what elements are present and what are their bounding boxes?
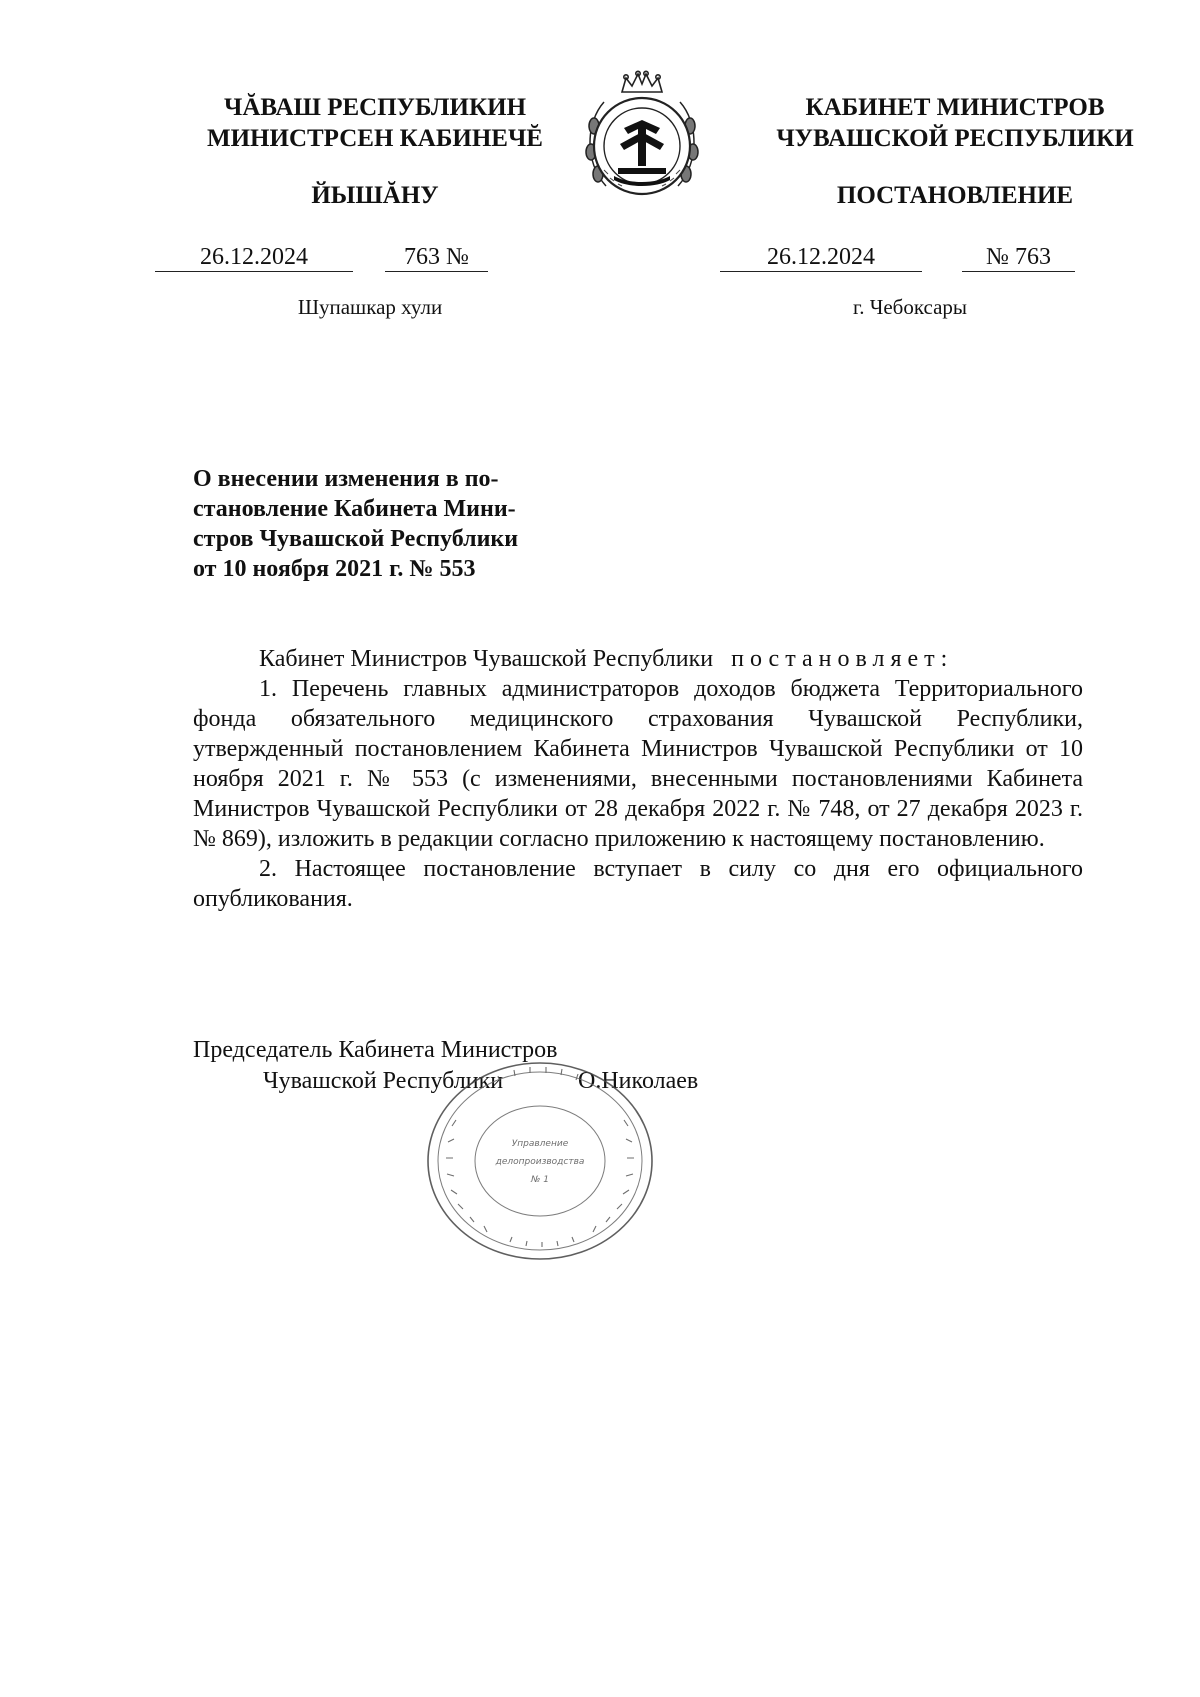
signature-name: О.Николаев (578, 1068, 699, 1094)
signature-title-line2: Чувашской Республики (263, 1068, 504, 1094)
header-right-line2: ЧУВАШСКОЙ РЕСПУБЛИКИ (776, 125, 1134, 152)
svg-text:№ 1: № 1 (531, 1175, 549, 1185)
left-place: Шупашкар хули (297, 295, 443, 319)
document-subject (193, 464, 565, 584)
right-date-field: 26.12.2024 (720, 243, 922, 272)
header-left-doc-type: ЙЫШĂНУ (311, 182, 439, 209)
official-stamp (418, 1056, 663, 1266)
svg-text:Управление: Управление (511, 1139, 569, 1149)
item-2-paragraph: 2. Настоящее постановление вступает в силу со дня его официального опубликования. (193, 856, 1083, 912)
svg-text:делопроизводства: делопроизводства (495, 1157, 585, 1167)
intro-lead: Кабинет Министров Чувашской Республики (259, 646, 714, 672)
signature-title-line1: Председатель Кабинета Министров (193, 1037, 558, 1063)
intro-paragraph (193, 644, 1083, 674)
header-left-line1: ЧĂВАШ РЕСПУБЛИКИН (223, 94, 527, 121)
subject-line-4: от 10 ноября 2021 г. № 553 (193, 556, 476, 582)
header-left-line2: МИНИСТРСЕН КАБИНЕЧĔ (207, 125, 543, 152)
intro-verb: постановляет: (731, 646, 954, 672)
header-right-line1: КАБИНЕТ МИНИСТРОВ (805, 94, 1105, 121)
left-date-field: 26.12.2024 (155, 243, 353, 272)
left-number-field: 763 № (385, 243, 488, 272)
chuvash-coat-of-arms-icon (574, 70, 710, 210)
item-1-paragraph: 1. Перечень главных администраторов доходов бюджета Территориального фонда обязательного медицинского страхования Чувашской Республики, утвержденный постановлением Кабинета Министров Чувашской Республики от 10 ноября 2021 г. № 553 (с изменениями, внесенными постановлениями Кабинета Министров Чувашской Республики от 28 декабря 2022 г. № 748, от 27 декабря 2023 г. № 869), изложить в редакции согласно приложению к настоящему постановлению. (193, 676, 1083, 852)
right-number-field: № 763 (962, 243, 1075, 272)
header-left-title (130, 92, 620, 154)
right-place: г. Чебоксары (852, 295, 968, 319)
document-body (193, 644, 1083, 914)
subject-line-3: стров Чувашской Республики (193, 526, 519, 552)
subject-line-2: становление Кабинета Мини- (193, 496, 516, 522)
header-right-title (720, 92, 1190, 154)
subject-line-1: О внесении изменения в по- (193, 466, 499, 492)
header-right-doc-type: ПОСТАНОВЛЕНИЕ (836, 182, 1074, 209)
